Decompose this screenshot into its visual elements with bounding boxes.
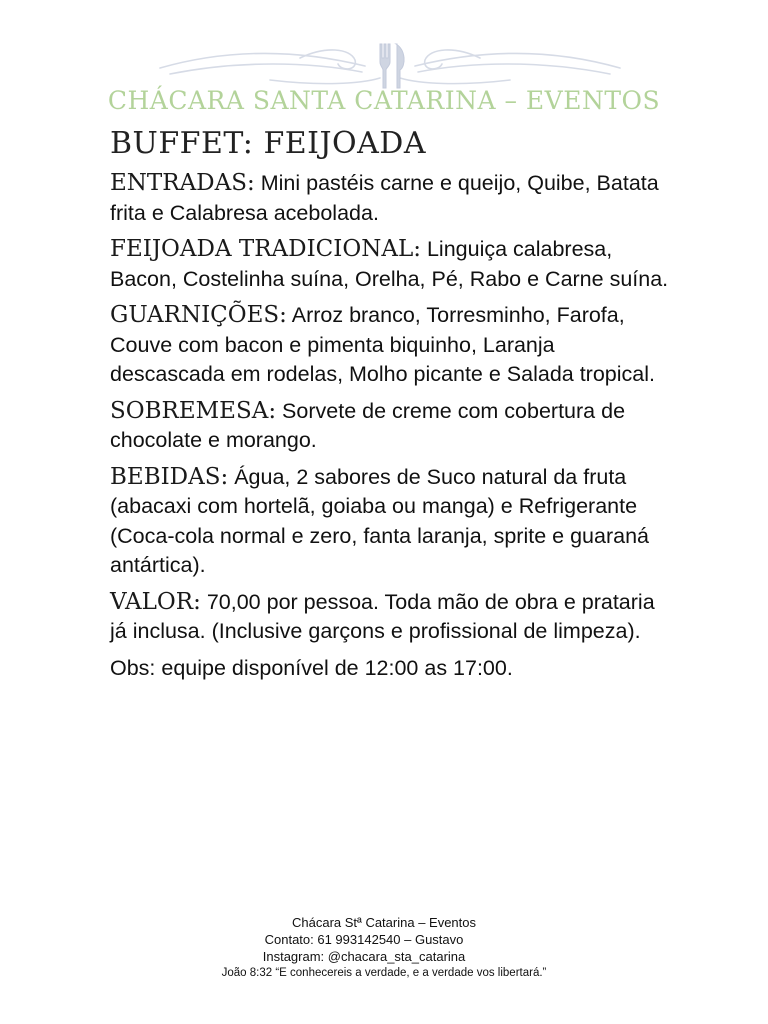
- section-bebidas: [110, 463, 670, 581]
- section-text: Água, 2 sabores de Suco natural da fruta (abacaxi com hortelã, goiaba ou manga) e Refrigerante (Coca-cola normal e zero, fanta laranja, sprite e guaraná antártica).: [110, 464, 649, 577]
- footer-company: Chácara Stª Catarina – Eventos: [291, 915, 477, 930]
- footer-instagram: Instagram: @chacara_sta_catarina: [262, 949, 466, 964]
- section-label: ENTRADAS:: [110, 170, 255, 196]
- section-valor: [110, 588, 670, 647]
- footer-verse: João 8:32 “E conhecereis a verdade, e a verdade vos libertará.”: [221, 967, 547, 979]
- section-text: Linguiça calabresa, Bacon, Costelinha suína, Orelha, Pé, Rabo e Carne suína.: [110, 237, 669, 291]
- section-label: SOBREMESA:: [110, 397, 277, 424]
- doc-title: BUFFET: FEIJOADA: [110, 126, 427, 161]
- section-entradas: [110, 169, 670, 228]
- section-label: FEIJOADA TRADICIONAL:: [110, 236, 421, 262]
- section-feijoada-tradicional: [110, 235, 670, 294]
- section-guarnicoes: [110, 301, 670, 390]
- section-text: Arroz branco, Torresminho, Farofa, Couve com bacon e pimenta biquinho, Laranja descascada em rodelas, Molho picante e Salada tropical.: [110, 303, 655, 386]
- section-label: VALOR:: [110, 588, 201, 615]
- section-text: 70,00 por pessoa. Toda mão de obra e prataria já inclusa. (Inclusive garçons e profissional de limpeza).: [110, 589, 655, 643]
- footer-contact: Contato: 61 993142540 – Gustavo: [264, 932, 464, 947]
- footer: [0, 914, 768, 982]
- section-label: BEBIDAS:: [110, 463, 229, 490]
- section-sobremesa: [110, 397, 670, 456]
- menu-content: [110, 126, 670, 683]
- obs-note: Obs: equipe disponível de 12:00 as 17:00.: [110, 655, 513, 680]
- section-label: GUARNIÇÕES:: [110, 302, 287, 328]
- header-title: CHÁCARA SANTA CATARINA – EVENTOS: [107, 86, 661, 115]
- section-text: Mini pastéis carne e queijo, Quibe, Batata frita e Calabresa acebolada.: [110, 171, 659, 225]
- section-text: Sorvete de creme com cobertura de chocolate e morango.: [110, 398, 626, 452]
